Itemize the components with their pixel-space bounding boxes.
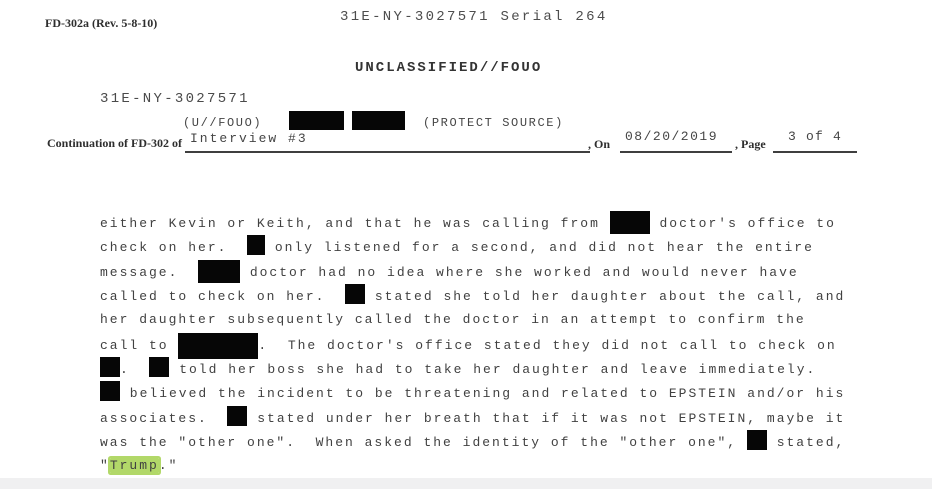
protect-source-marking: (PROTECT SOURCE)	[423, 116, 564, 130]
body-line	[100, 235, 845, 259]
fouo-marking: (U//FOUO)	[183, 116, 263, 130]
body-text: doctor's office to	[649, 216, 836, 231]
page-number-field: 3 of 4	[788, 129, 843, 144]
redaction-box	[100, 381, 120, 401]
source-line	[183, 111, 564, 130]
body-text: told her boss she had to take her daughter and leave immediately.	[169, 362, 817, 378]
redaction-box	[149, 357, 169, 377]
subject-underline	[185, 151, 590, 153]
document-body	[100, 211, 845, 479]
date-field: 08/20/2019	[625, 129, 719, 144]
body-text: only listened for a second, and did not hear the entire	[265, 240, 814, 256]
body-text: called to check on her.	[100, 289, 346, 305]
redaction-box	[100, 357, 120, 377]
redaction-box	[247, 235, 265, 255]
case-number: 31E-NY-3027571	[100, 91, 250, 107]
body-text: "	[100, 458, 110, 474]
redaction-box	[747, 430, 767, 450]
body-line	[100, 381, 845, 405]
body-text: stated,	[766, 435, 846, 451]
bottom-bar	[0, 478, 932, 489]
spacer	[262, 116, 288, 130]
body-line	[100, 284, 845, 308]
redaction-box	[227, 406, 247, 426]
classification-banner: UNCLASSIFIED//FOUO	[355, 60, 543, 76]
body-text: believed the incident to be threatening and related to EPSTEIN and/or his	[120, 386, 846, 402]
body-text: her daughter subsequently called the doctor in an attempt to confirm the	[100, 312, 806, 328]
body-text: either Kevin or Keith, and that he was calling from	[100, 216, 610, 231]
spacer	[344, 116, 353, 130]
body-line	[100, 308, 845, 332]
body-line	[100, 430, 845, 454]
body-line	[100, 454, 845, 478]
redaction-box	[198, 260, 240, 283]
body-text: was the "other one". When asked the identity of the "other one",	[100, 435, 747, 451]
subject-field: Interview #3	[190, 131, 308, 146]
body-text: stated she told her daughter about the call, and	[365, 289, 846, 305]
redaction-box	[610, 211, 650, 234]
body-line	[100, 406, 845, 430]
on-label: , On	[588, 137, 611, 151]
date-underline	[620, 151, 732, 153]
highlighted-text: Trump	[109, 458, 159, 474]
body-text: . The doctor's office stated they did not call to check on	[258, 337, 837, 353]
redaction-box	[345, 284, 365, 304]
body-line	[100, 260, 845, 284]
body-text: stated under her breath that if it was not EPSTEIN, maybe it	[247, 410, 846, 426]
page-label: , Page	[735, 137, 766, 151]
body-text: call to	[100, 337, 179, 353]
body-text: .	[120, 362, 150, 378]
spacer	[405, 116, 423, 130]
page-underline	[773, 151, 857, 153]
form-revision-label: FD-302a (Rev. 5-8-10)	[45, 16, 158, 30]
redaction-box	[352, 111, 405, 130]
body-text: message.	[100, 264, 199, 280]
body-line	[100, 333, 845, 357]
body-line	[100, 211, 845, 235]
body-line	[100, 357, 845, 381]
body-text: check on her.	[100, 240, 248, 256]
continuation-label: Continuation of FD-302 of	[47, 136, 183, 150]
body-text: ."	[158, 458, 179, 474]
redaction-box	[178, 333, 258, 359]
case-serial-header: 31E-NY-3027571 Serial 264	[340, 9, 608, 25]
redaction-box	[289, 111, 344, 130]
body-text: associates.	[100, 410, 228, 426]
body-text: doctor had no idea where she worked and would never have	[240, 264, 799, 280]
